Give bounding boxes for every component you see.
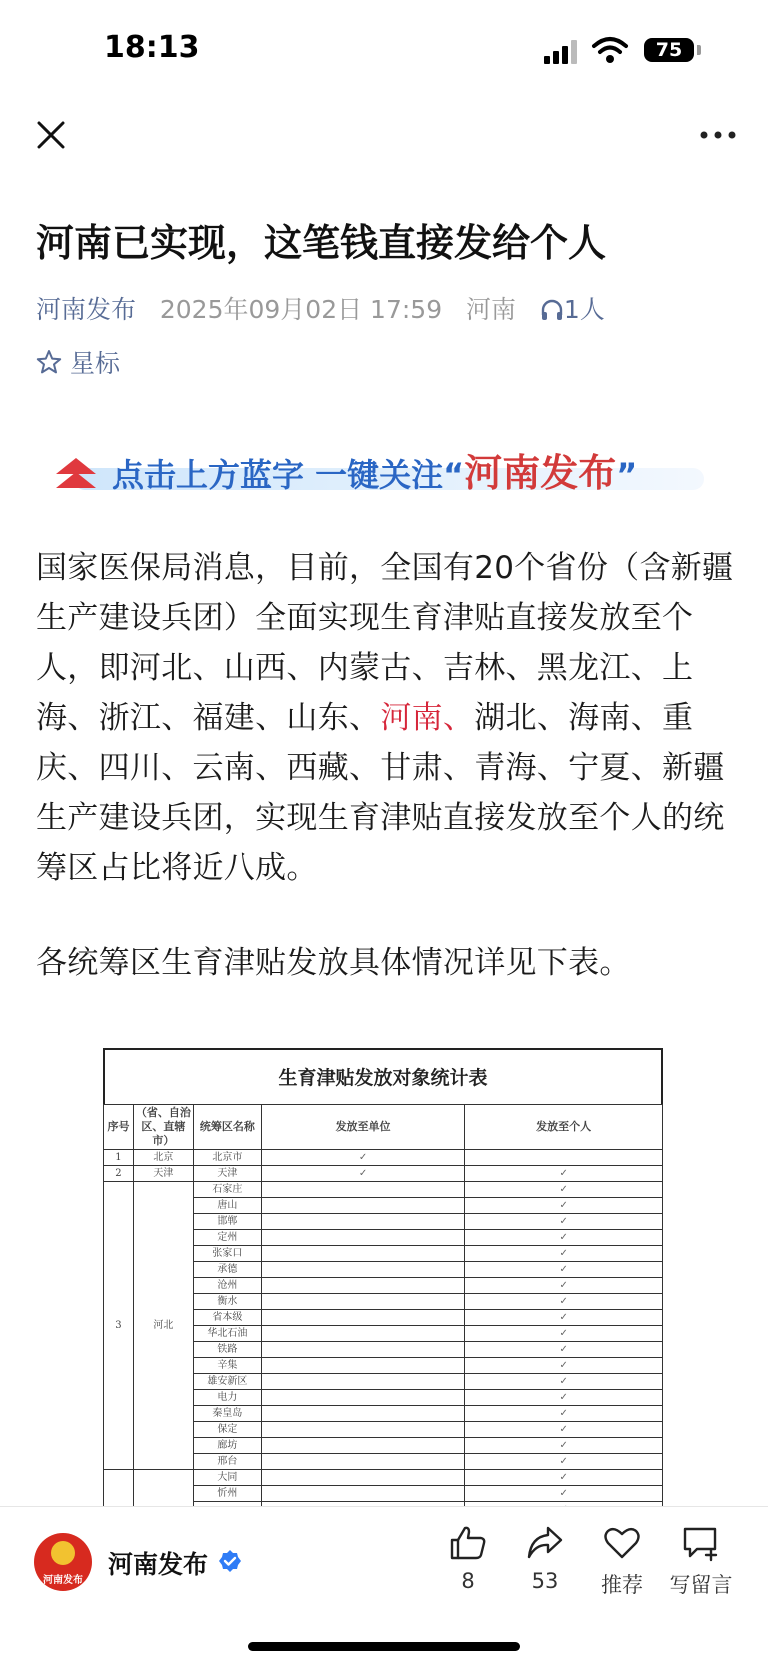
cell-person-check: ✓ (465, 1422, 663, 1438)
cell-unit-check: ✓ (261, 1166, 465, 1182)
header-no: 序号 (104, 1105, 134, 1150)
cell-unit (261, 1198, 465, 1214)
status-icons (544, 36, 704, 64)
share-button[interactable] (510, 1525, 580, 1593)
cell-unit (261, 1470, 465, 1486)
header-unit: 发放至单位 (261, 1105, 465, 1150)
cell-unit (261, 1310, 465, 1326)
account-name[interactable]: 河南发布 (108, 1550, 209, 1579)
header-province: （省、自治区、直辖市） (133, 1105, 193, 1150)
cell-unit (261, 1438, 465, 1454)
cell-unit-check: ✓ (261, 1150, 465, 1166)
star-icon (36, 349, 62, 375)
cell-person-check: ✓ (465, 1310, 663, 1326)
table-row (104, 1150, 663, 1166)
cell-person-check: ✓ (465, 1390, 663, 1406)
article-title: 河南已实现，这笔钱直接发给个人 (36, 221, 607, 265)
cell-area: 廊坊 (193, 1438, 261, 1454)
table-title: 生育津贴发放对象统计表 (103, 1048, 663, 1104)
cell-person-check: ✓ (465, 1182, 663, 1198)
banner-highlight: 河南发布 (464, 451, 617, 495)
cell-person-check: ✓ (465, 1326, 663, 1342)
verified-badge-icon (218, 1549, 242, 1573)
cell-person-check: ✓ (465, 1214, 663, 1230)
highlight-henan: 河南、 (380, 700, 475, 736)
cell-area: 北京市 (193, 1150, 261, 1166)
cell-person-check: ✓ (465, 1358, 663, 1374)
cell-area: 天津 (193, 1166, 261, 1182)
listener-count: 1人 (563, 295, 605, 324)
like-count: 8 (461, 1569, 475, 1593)
recommend-button[interactable] (587, 1525, 657, 1599)
cell-unit (261, 1406, 465, 1422)
cell-area: 邯郸 (193, 1214, 261, 1230)
cell-person (465, 1150, 663, 1166)
battery-icon: 75 (644, 38, 694, 62)
cell-unit (261, 1390, 465, 1406)
cell-unit (261, 1262, 465, 1278)
signal-bar (571, 40, 577, 64)
cell-unit (261, 1486, 465, 1502)
cell-area: 唐山 (193, 1198, 261, 1214)
header-area: 统筹区名称 (193, 1105, 261, 1150)
cell-area: 雄安新区 (193, 1374, 261, 1390)
home-indicator[interactable] (248, 1642, 520, 1651)
recommend-label: 推荐 (601, 1573, 643, 1597)
share-count: 53 (531, 1569, 559, 1593)
cell-no: 2 (104, 1166, 134, 1182)
cell-area: 秦皇岛 (193, 1406, 261, 1422)
cell-area: 电力 (193, 1390, 261, 1406)
cell-unit (261, 1358, 465, 1374)
statistics-table-image[interactable] (103, 1048, 663, 1508)
cell-no: 3 (104, 1182, 134, 1470)
cell-unit (261, 1294, 465, 1310)
cell-unit (261, 1230, 465, 1246)
cell-unit (261, 1278, 465, 1294)
cell-person-check: ✓ (465, 1278, 663, 1294)
table-row (104, 1470, 663, 1486)
logo-text: 河南发布 (43, 1575, 83, 1586)
thumbs-up-icon (449, 1525, 487, 1561)
heart-icon (603, 1525, 641, 1561)
cell-person-check: ✓ (465, 1454, 663, 1470)
banner-prefix: 点击上方蓝字 一键关注“ (112, 456, 465, 494)
cell-person-check: ✓ (465, 1374, 663, 1390)
cell-area: 省本级 (193, 1310, 261, 1326)
table-header-row (104, 1105, 663, 1150)
statistics-table (103, 1104, 663, 1518)
banner-suffix: ” (616, 456, 638, 494)
cell-area: 邢台 (193, 1454, 261, 1470)
signal-bar (553, 51, 559, 64)
table-row (104, 1182, 663, 1198)
cell-person-check: ✓ (465, 1262, 663, 1278)
cell-area: 石家庄 (193, 1182, 261, 1198)
share-icon (526, 1525, 564, 1561)
cell-area: 保定 (193, 1422, 261, 1438)
follow-banner (54, 440, 714, 500)
comment-button[interactable] (664, 1525, 738, 1599)
paragraph-1-a: 国家医保局消息，目前，全国有20个省份（含新疆生产建设兵团）全面实现生育津贴直接发放至个人，即河北、山西、内蒙古、吉林、黑龙江、上海、浙江、福建、山东、 (36, 550, 734, 736)
cell-person-check: ✓ (465, 1486, 663, 1502)
star-label: 星标 (70, 349, 121, 378)
cell-province: 河北 (133, 1182, 193, 1470)
wifi-icon (592, 36, 628, 64)
status-time: 18:13 (104, 30, 200, 65)
headphones-icon (540, 299, 564, 321)
cell-person-check: ✓ (465, 1342, 663, 1358)
paragraph-1 (36, 543, 736, 893)
cell-person-check: ✓ (465, 1438, 663, 1454)
cell-area: 定州 (193, 1230, 261, 1246)
publish-datetime: 2025年09月02日 17:59 (159, 295, 443, 324)
paragraph-2: 各统筹区生育津贴发放具体情况详见下表。 (36, 945, 631, 981)
cell-unit (261, 1182, 465, 1198)
publish-location: 河南 (465, 295, 516, 324)
article-meta (36, 290, 756, 326)
cell-area: 大同 (193, 1470, 261, 1486)
cell-person-check: ✓ (465, 1230, 663, 1246)
signal-bar (562, 46, 568, 64)
up-arrow-icon (54, 454, 98, 490)
star-button[interactable] (36, 344, 120, 380)
cell-area: 华北石油 (193, 1326, 261, 1342)
close-icon[interactable] (34, 118, 68, 152)
cell-person-check: ✓ (465, 1166, 663, 1182)
cell-area: 张家口 (193, 1246, 261, 1262)
cell-unit (261, 1342, 465, 1358)
cell-area: 忻州 (193, 1486, 261, 1502)
cell-unit (261, 1326, 465, 1342)
like-button[interactable] (433, 1525, 503, 1593)
cell-unit (261, 1422, 465, 1438)
account-avatar[interactable] (34, 1533, 92, 1591)
signal-icon (544, 56, 550, 64)
cell-person-check: ✓ (465, 1470, 663, 1486)
comment-add-icon (681, 1525, 721, 1561)
cell-person-check: ✓ (465, 1198, 663, 1214)
comment-label: 写留言 (669, 1573, 733, 1597)
battery-cap (697, 45, 701, 55)
emblem-icon (51, 1541, 75, 1565)
header-person: 发放至个人 (465, 1105, 663, 1150)
cell-unit (261, 1454, 465, 1470)
cell-area: 沧州 (193, 1278, 261, 1294)
hebei-group (104, 1182, 663, 1470)
cell-no: 1 (104, 1150, 134, 1166)
cell-province: 天津 (133, 1166, 193, 1182)
cell-area: 承德 (193, 1262, 261, 1278)
author-link[interactable]: 河南发布 (36, 295, 137, 324)
banner-text (112, 442, 637, 497)
cell-unit (261, 1374, 465, 1390)
cell-area: 衡水 (193, 1294, 261, 1310)
cell-area: 铁路 (193, 1342, 261, 1358)
cell-province: 北京 (133, 1150, 193, 1166)
cell-person-check: ✓ (465, 1246, 663, 1262)
listen-button[interactable] (540, 295, 605, 324)
cell-unit (261, 1246, 465, 1262)
paragraph-1-b: 湖北、海南、重庆、四川、云南、西藏、甘肃、青海、宁夏、新疆生产建设兵团，实现生育津贴直接发放至个人的统筹区占比将近八成。 (36, 700, 725, 886)
cell-area: 辛集 (193, 1358, 261, 1374)
cell-unit (261, 1214, 465, 1230)
cell-person-check: ✓ (465, 1406, 663, 1422)
table-row (104, 1166, 663, 1182)
cell-person-check: ✓ (465, 1294, 663, 1310)
more-icon[interactable] (698, 128, 738, 142)
